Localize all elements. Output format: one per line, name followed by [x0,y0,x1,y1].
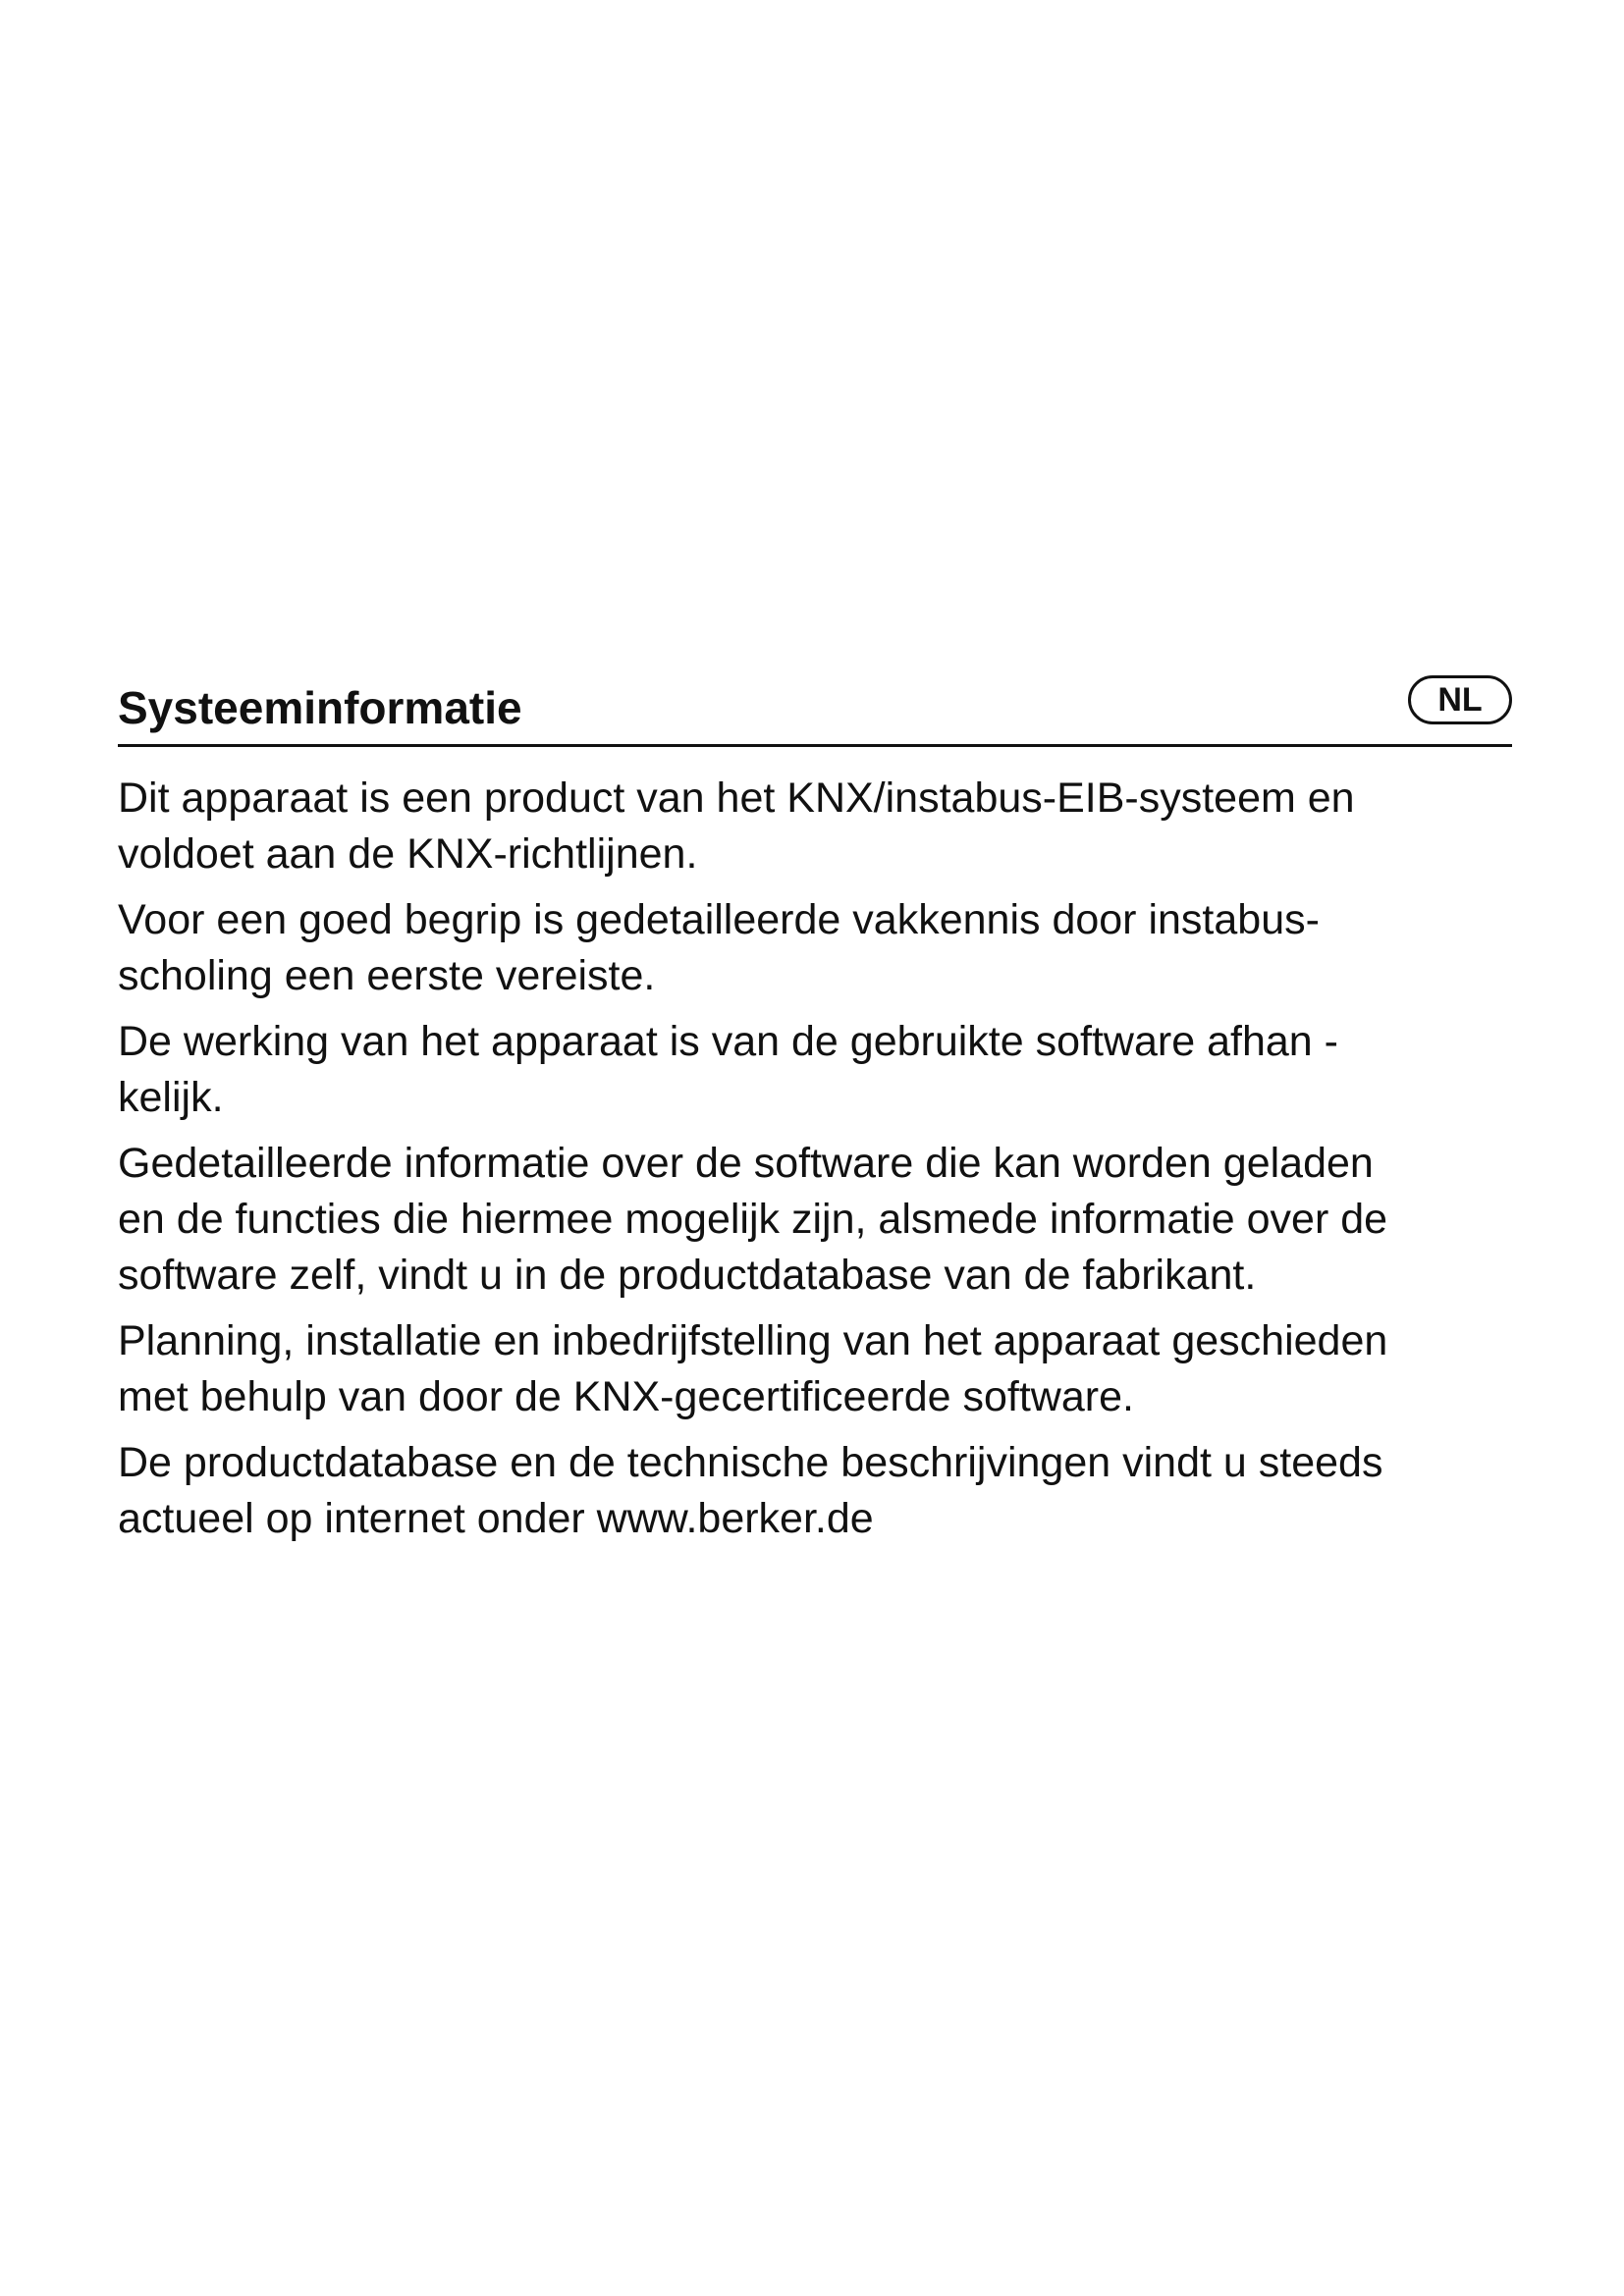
section-title: Systeeminformatie [118,682,522,733]
section-body [118,771,1512,1547]
section-header [118,658,1512,747]
paragraph-software-details: Gedetailleerde informatie over de software die kan worden geladen en de functies die hiermee mogelijk zijn, alsmede informatie over de software zelf, vindt u in de productdatabase van de fabrikant. [118,1140,1388,1299]
paragraph-system: Dit apparaat is een product van het KNX/instabus-EIB-systeem en voldoet aan de KNX-richtlijnen. [118,774,1355,878]
paragraph-software-dependency: De werking van het apparaat is van de gebruikte software afhan - kelijk. [118,1018,1338,1121]
paragraph-database: De productdatabase en de technische beschrijvingen vindt u steeds actueel op internet onder www.berker.de [118,1439,1383,1542]
language-badge: NL [1408,675,1512,724]
paragraph-planning: Planning, installatie en inbedrijfstelling van het apparaat geschieden met behulp van door de KNX-gecertificeerde software. [118,1317,1388,1420]
paragraph-training: Voor een goed begrip is gedetailleerde vakkennis door instabus- scholing een eerste vereiste. [118,896,1320,999]
system-information-section [118,658,1512,1557]
